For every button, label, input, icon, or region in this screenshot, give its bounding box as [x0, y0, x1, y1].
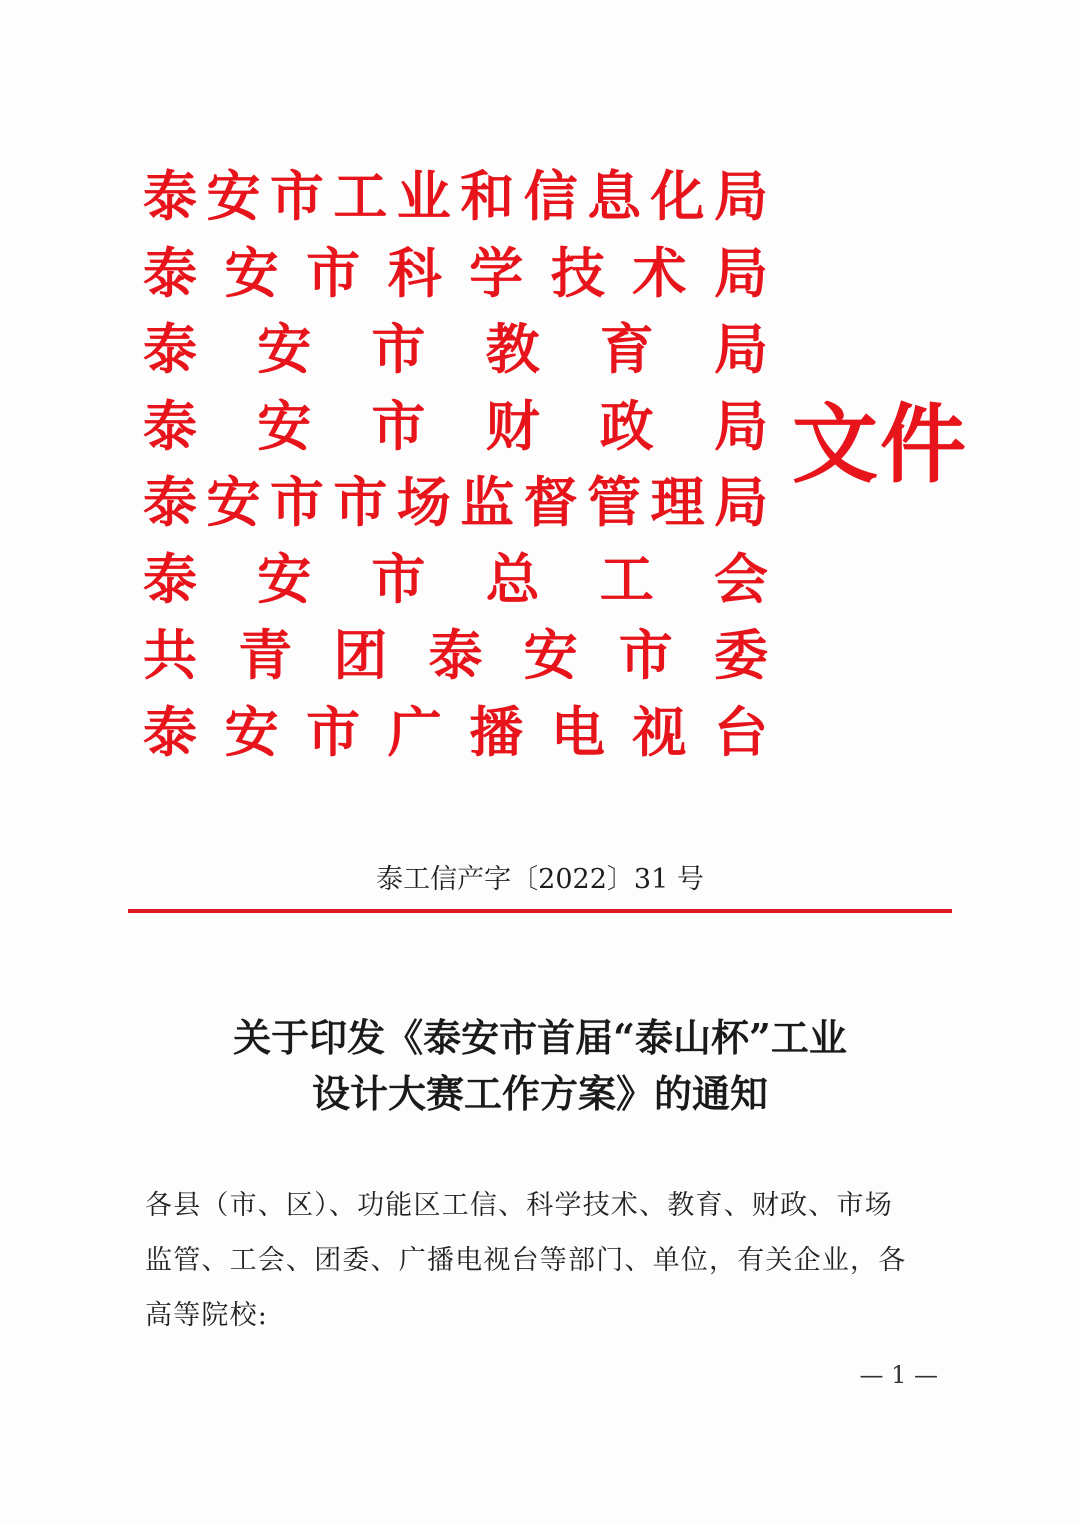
issuer-char: 视 — [632, 699, 687, 764]
issuer-char: 市 — [269, 470, 324, 535]
issuer-char: 会 — [713, 546, 768, 611]
issuer-char: 泰 — [428, 623, 483, 688]
issuer-line — [143, 694, 768, 771]
issuer-char: 安 — [224, 240, 279, 305]
issuer-char: 泰 — [143, 546, 197, 611]
issuer-line — [143, 388, 768, 465]
addressee-paragraph — [145, 1178, 937, 1343]
issuer-char: 政 — [599, 393, 654, 458]
issuer-char: 泰 — [143, 699, 197, 764]
issuer-char: 息 — [587, 164, 642, 229]
issuer-char: 泰 — [143, 240, 197, 305]
issuer-char: 市 — [269, 164, 324, 229]
issuer-line — [143, 235, 768, 312]
issuer-char: 播 — [469, 699, 524, 764]
issuer-char: 市 — [306, 240, 361, 305]
issuer-char: 市 — [371, 317, 426, 382]
issuer-line — [143, 464, 768, 541]
document-title — [0, 1010, 1080, 1122]
issuer-char: 科 — [387, 240, 442, 305]
issuer-char: 财 — [485, 393, 540, 458]
issuer-char: 管 — [587, 470, 642, 535]
issuer-char: 术 — [632, 240, 687, 305]
issuer-char: 市 — [371, 393, 426, 458]
issuer-char: 青 — [238, 623, 293, 688]
issuer-char: 局 — [713, 164, 768, 229]
issuer-char: 电 — [550, 699, 605, 764]
issuer-char: 安 — [206, 164, 261, 229]
issuer-char: 督 — [523, 470, 578, 535]
issuer-char: 台 — [713, 699, 768, 764]
document-number: 泰工信产字〔2022〕31 号 — [376, 864, 704, 895]
issuer-char: 技 — [550, 240, 605, 305]
addressee-line-1: 各县（市、区）、功能区工信、科学技术、教育、财政、市场 — [145, 1190, 893, 1221]
issuer-char: 局 — [713, 470, 768, 535]
issuer-char: 总 — [485, 546, 540, 611]
issuer-char: 局 — [713, 240, 768, 305]
issuer-char: 安 — [257, 317, 312, 382]
issuer-char: 业 — [396, 164, 451, 229]
issuer-char: 泰 — [143, 317, 197, 382]
issuer-char: 泰 — [143, 393, 197, 458]
issuer-char: 化 — [650, 164, 705, 229]
issuer-char: 安 — [257, 546, 312, 611]
issuer-char: 监 — [460, 470, 515, 535]
issuer-char: 广 — [387, 699, 442, 764]
issuer-char: 安 — [224, 699, 279, 764]
issuer-char: 工 — [599, 546, 654, 611]
issuer-char: 理 — [650, 470, 705, 535]
issuer-char: 信 — [523, 164, 578, 229]
issuer-char: 泰 — [143, 470, 197, 535]
issuer-char: 泰 — [143, 164, 197, 229]
file-mark: 文件 — [792, 394, 968, 495]
red-divider — [128, 909, 952, 913]
issuer-char: 工 — [333, 164, 388, 229]
issuer-char: 安 — [523, 623, 578, 688]
issuer-char: 教 — [485, 317, 540, 382]
title-line-2: 设计大赛工作方案》的通知 — [311, 1071, 768, 1116]
issuer-char: 团 — [333, 623, 388, 688]
issuing-authorities — [143, 158, 768, 770]
issuer-char: 市 — [618, 623, 673, 688]
addressee-line-2: 监管、工会、团委、广播电视台等部门、单位，有关企业，各 — [145, 1245, 907, 1276]
issuer-char: 市 — [306, 699, 361, 764]
page-number: — 1 — — [859, 1361, 938, 1389]
issuer-char: 和 — [460, 164, 515, 229]
issuer-char: 局 — [713, 393, 768, 458]
issuer-char: 市 — [333, 470, 388, 535]
addressee-line-3: 高等院校: — [145, 1300, 269, 1331]
issuer-char: 市 — [371, 546, 426, 611]
issuer-line — [143, 617, 768, 694]
issuer-char: 委 — [713, 623, 768, 688]
issuer-line — [143, 541, 768, 618]
issuer-char: 育 — [599, 317, 654, 382]
issuer-char: 共 — [143, 623, 197, 688]
title-line-1: 关于印发《泰安市首届“泰山杯”工业 — [233, 1015, 847, 1060]
issuer-char: 安 — [257, 393, 312, 458]
issuer-line — [143, 158, 768, 235]
issuer-char: 场 — [396, 470, 451, 535]
issuer-char: 安 — [206, 470, 261, 535]
issuer-char: 局 — [713, 317, 768, 382]
issuer-char: 学 — [469, 240, 524, 305]
issuer-line — [143, 311, 768, 388]
